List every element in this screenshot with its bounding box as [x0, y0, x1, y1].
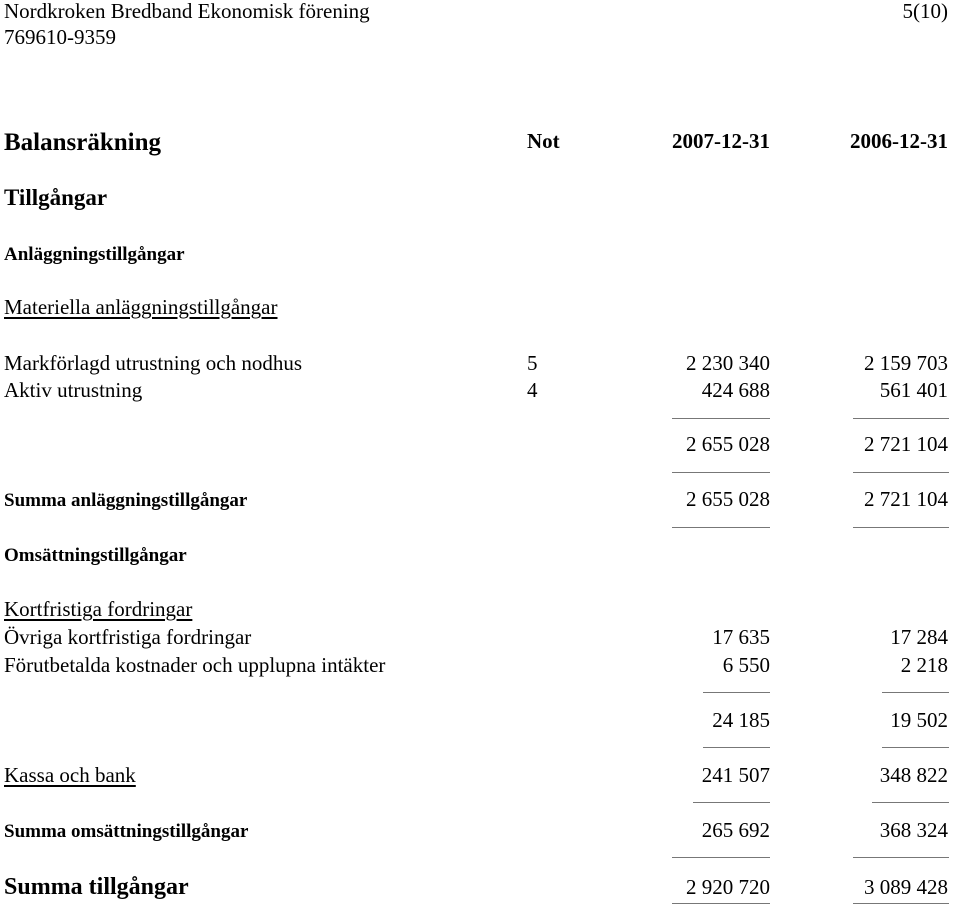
sum-rule: [882, 747, 949, 748]
sum-rule: [672, 472, 770, 473]
current-assets-total-2007: 265 692: [701, 818, 770, 842]
col-header-2006: 2006-12-31: [850, 129, 948, 153]
sum-rule: [672, 903, 770, 904]
page-title: Balansräkning: [4, 129, 162, 156]
current-assets-heading: Omsättningstillgångar: [4, 545, 187, 566]
page-number: 5(10): [902, 0, 948, 23]
section-heading: Tillgångar: [4, 185, 108, 210]
sum-rule: [672, 418, 770, 419]
sum-rule: [703, 692, 770, 693]
row-value-2006: 17 284: [890, 625, 948, 649]
cash-value-2006: 348 822: [879, 763, 948, 787]
fixed-assets-subheading: Materiella anläggningstillgångar: [4, 295, 278, 319]
row-label: Övriga kortfristiga fordringar: [4, 625, 252, 649]
cash-value-2007: 241 507: [701, 763, 770, 787]
fixed-assets-heading: Anläggningstillgångar: [4, 244, 185, 265]
sum-rule: [672, 527, 770, 528]
grand-total-2007: 2 920 720: [686, 875, 770, 899]
row-value-2007: 6 550: [722, 653, 770, 677]
org-number: 769610-9359: [4, 25, 116, 49]
subtotal-value-2006: 2 721 104: [864, 432, 948, 456]
sum-rule: [882, 692, 949, 693]
sum-rule: [853, 857, 949, 858]
subtotal-value-2007: 2 655 028: [686, 432, 770, 456]
row-value-2007: 424 688: [701, 378, 770, 402]
sum-rule: [853, 418, 949, 419]
current-assets-subheading: Kortfristiga fordringar: [4, 597, 193, 621]
sum-rule: [693, 802, 770, 803]
col-header-2007: 2007-12-31: [672, 129, 770, 153]
subtotal-value-2006: 19 502: [890, 708, 948, 732]
row-label: Aktiv utrustning: [4, 378, 143, 402]
row-value-2006: 2 159 703: [864, 351, 948, 375]
sum-rule: [703, 747, 770, 748]
row-value-2007: 17 635: [712, 625, 770, 649]
row-note: 4: [527, 378, 538, 402]
sum-rule: [672, 857, 770, 858]
row-note: 5: [527, 351, 538, 375]
row-value-2006: 561 401: [879, 378, 948, 402]
grand-total-label: Summa tillgångar: [4, 874, 189, 900]
fixed-assets-total-2007: 2 655 028: [686, 487, 770, 511]
row-label: Förutbetalda kostnader och upplupna intäkter: [4, 653, 386, 677]
col-header-not: Not: [527, 129, 560, 153]
fixed-assets-total-label: Summa anläggningstillgångar: [4, 490, 248, 511]
cash-label: Kassa och bank: [4, 763, 136, 787]
row-value-2007: 2 230 340: [686, 351, 770, 375]
row-value-2006: 2 218: [900, 653, 948, 677]
fixed-assets-total-2006: 2 721 104: [864, 487, 948, 511]
sum-rule: [872, 802, 949, 803]
current-assets-total-label: Summa omsättningstillgångar: [4, 821, 249, 842]
sum-rule: [853, 903, 949, 904]
current-assets-total-2006: 368 324: [879, 818, 948, 842]
subtotal-value-2007: 24 185: [712, 708, 770, 732]
sum-rule: [853, 527, 949, 528]
org-name: Nordkroken Bredband Ekonomisk förening: [4, 0, 370, 23]
grand-total-2006: 3 089 428: [864, 875, 948, 899]
row-label: Markförlagd utrustning och nodhus: [4, 351, 303, 375]
sum-rule: [853, 472, 949, 473]
